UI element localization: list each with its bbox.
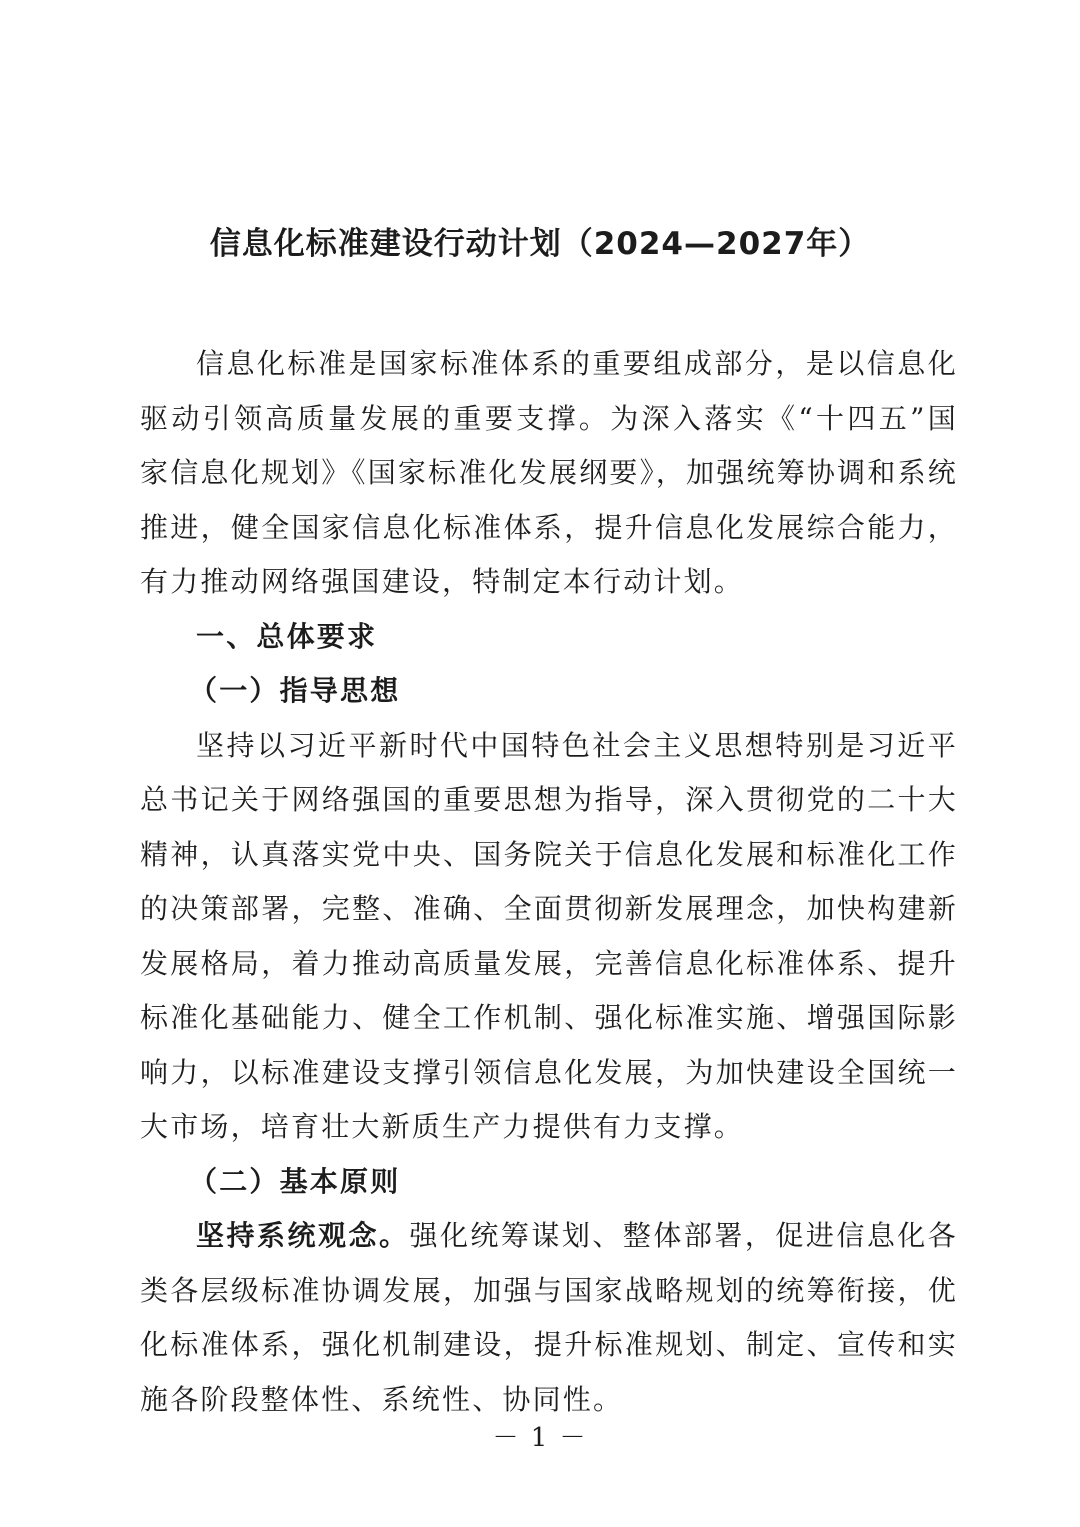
document-title: 信息化标准建设行动计划（2024—2027年）	[209, 226, 871, 262]
document-body	[140, 337, 958, 1427]
section-heading-general-requirements: 一、总体要求	[196, 619, 378, 653]
principle-paragraph	[140, 1209, 958, 1427]
intro-paragraph: 信息化标准是国家标准体系的重要组成部分，是以信息化驱动引领高质量发展的重要支撑。为深入落实《“十四五”国家信息化规划》《国家标准化发展纲要》，加强统筹协调和系统推进，健全国家信息化标准体系，提升信息化发展综合能力，有力推动网络强国建设，特制定本行动计划。	[140, 347, 958, 598]
subsection-heading-guiding-ideology: （一）指导思想	[189, 674, 401, 707]
guiding-ideology-paragraph: 坚持以习近平新时代中国特色社会主义思想特别是习近平总书记关于网络强国的重要思想为指导，深入贯彻党的二十大精神，认真落实党中央、国务院关于信息化发展和标准化工作的决策部署，完整、准确、全面贯彻新发展理念，加快构建新发展格局，着力推动高质量发展，完善信息化标准体系、提升标准化基础能力、健全工作机制、强化标准实施、增强国际影响力，以标准建设支撑引领信息化发展，为加快建设全国统一大市场，培育壮大新质生产力提供有力支撑。	[140, 728, 958, 1143]
principle-lead-text: 坚持系统观念。	[196, 1219, 410, 1252]
page-number: － 1 －	[492, 1423, 588, 1453]
principle-body-text: 强化统筹谋划、整体部署，促进信息化各类各层级标准协调发展，加强与国家战略规划的统筹衔接，优化标准体系，强化机制建设，提升标准规划、制定、宣传和实施各阶段整体性、系统性、协同性。	[140, 1219, 959, 1416]
subsection-heading-basic-principles: （二）基本原则	[189, 1164, 401, 1198]
